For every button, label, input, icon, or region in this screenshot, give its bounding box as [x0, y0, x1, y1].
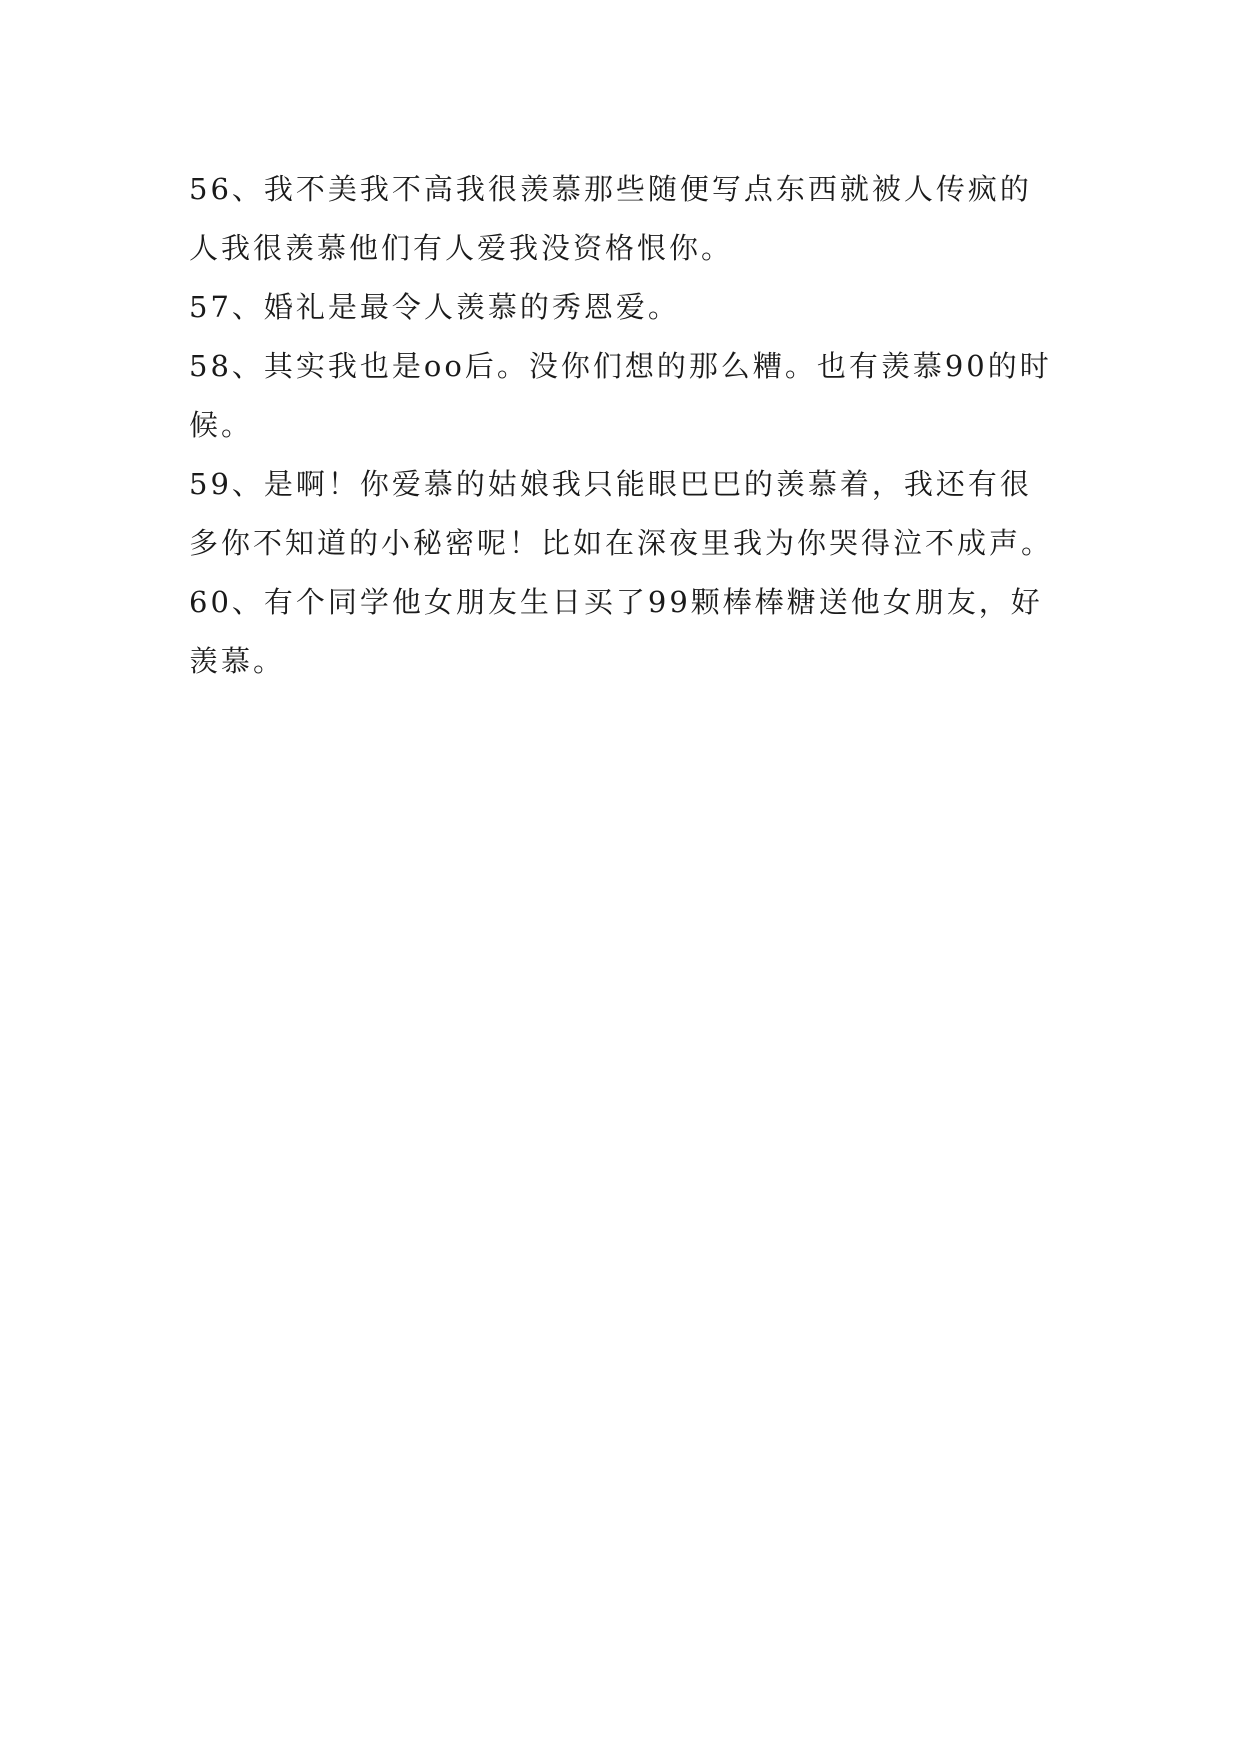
- paragraph-59: 59、是啊！你爱慕的姑娘我只能眼巴巴的羡慕着，我还有很多你不知道的小秘密呢！比如在深夜里我为你哭得泣不成声。: [189, 467, 1054, 560]
- paragraph-57: 57、婚礼是最令人羡慕的秀恩爱。: [189, 290, 680, 324]
- paragraph-58: 58、其实我也是oo后。没你们想的那么糟。也有羡慕90的时候。: [189, 349, 1052, 442]
- paragraph-60: 60、有个同学他女朋友生日买了99颗棒棒糖送他女朋友，好羡慕。: [189, 585, 1043, 678]
- paragraph-56: 56、我不美我不高我很羡慕那些随便写点东西就被人传疯的人我很羡慕他们有人爱我没资格恨你。: [189, 172, 1032, 265]
- document-body: [189, 160, 1059, 691]
